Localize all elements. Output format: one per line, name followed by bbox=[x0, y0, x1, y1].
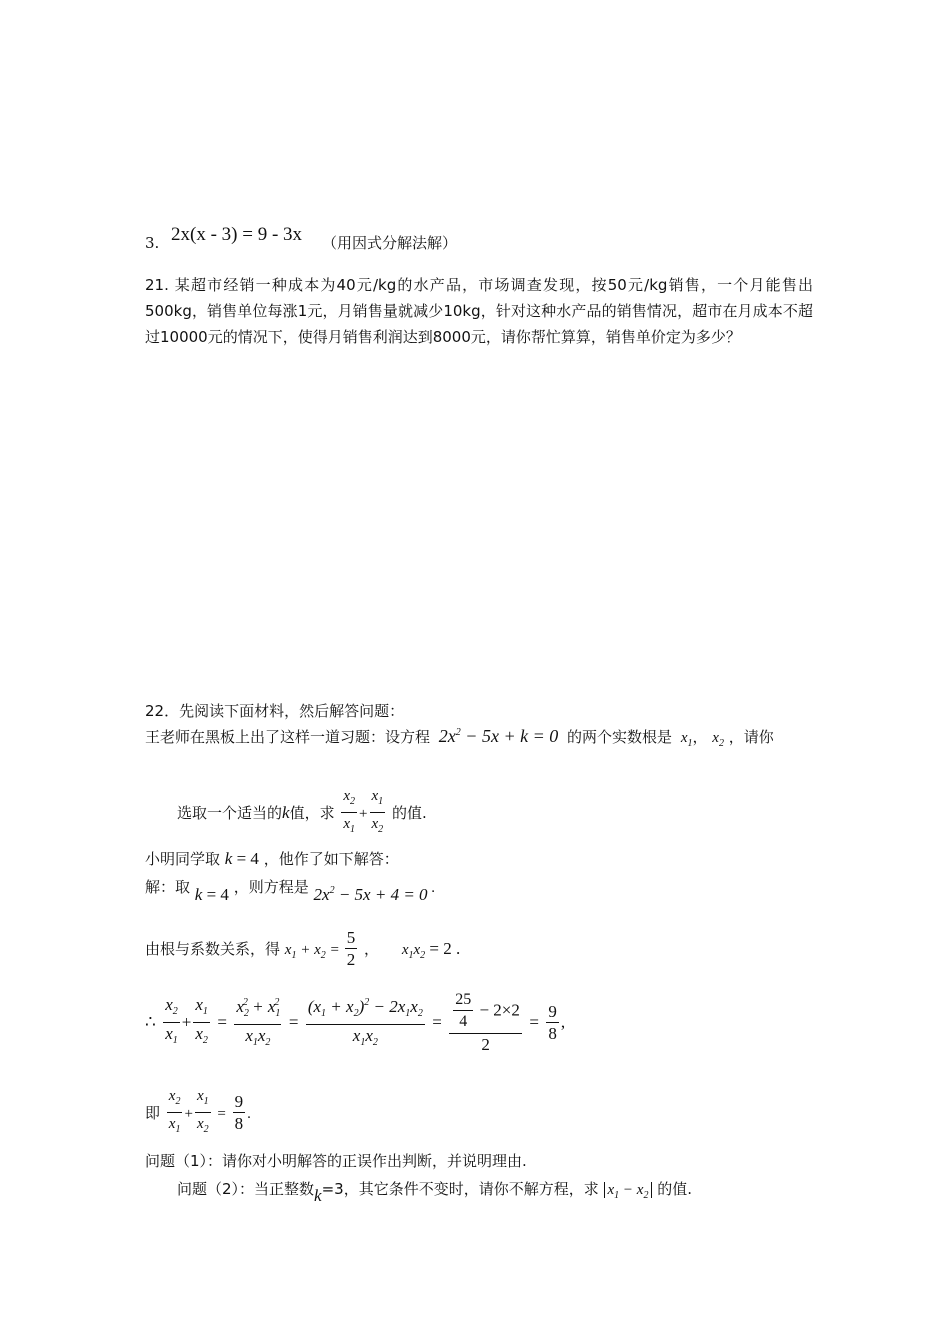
q22-sol-b: ，则方程是 bbox=[233, 878, 309, 896]
q22-choose-b: 值，求 bbox=[289, 804, 335, 822]
p2-c: 的值. bbox=[657, 1180, 693, 1198]
problem-2: 问题（2）：当正整数k=3，其它条件不变时，请你不解方程，求 $x_1 - x_2$ 的值. bbox=[177, 1180, 693, 1205]
q3-number: 3. bbox=[145, 234, 160, 252]
q22-choose-c: 的值. bbox=[391, 804, 427, 822]
q22-intro: 王老师在黑板上出了这样一道习题：设方程 $2x^2 - 5x + k = 0$ 的两个实数根是 $x_1$， $x_2$ ，请你 bbox=[145, 726, 774, 749]
k-eq-4: k bbox=[224, 849, 233, 868]
therefore-sign: ∴ bbox=[145, 1012, 156, 1032]
q22-xiaoming: 小明同学取 k = 4 ，他作了如下解答： bbox=[145, 849, 399, 868]
q21-text: 21. 某超市经销一种成本为40元/kg的水产品，市场调查发现，按50元/kg销售，一个月能售出500kg，销售单位每涨1元，月销售量就减少10kg，针对这种水产品的销售情况，超市在月成本不超过10000元的情况下，使得月销售利润达到8000元，请你帮忙算算，销售单价定为多少？ bbox=[145, 276, 813, 346]
root-x1: $x_1$ bbox=[680, 730, 693, 749]
q22-intro-c: ，请你 bbox=[728, 728, 774, 746]
q22-choose-a: 选取一个适当的 bbox=[177, 804, 283, 822]
q22-ji: 即 $\frac{x_2}{x_1}$ + $\frac{x_1}{x_2}$ = $\frac{9}{8}$ . bbox=[145, 1088, 251, 1135]
q22-choose: 选取一个适当的k值，求 $\frac{x_2}{x_1}$ + $\frac{x_1}{x_2}$ 的值. bbox=[177, 786, 427, 841]
q3-equation: 2x(x - 3) = 9 - 3x bbox=[171, 224, 303, 245]
frac-x2-over-x1: $\frac{x_2}{x_1}$ bbox=[343, 788, 356, 835]
q22-title: 22．先阅读下面材料，然后解答问题： bbox=[145, 702, 405, 720]
q22-xm-a: 小明同学取 bbox=[145, 850, 221, 868]
q22-equation: $2x^2 - 5x + k = 0$ bbox=[438, 726, 559, 746]
problem-1: 问题（1）：请你对小明解答的正误作出判断，并说明理由. bbox=[145, 1152, 527, 1170]
q3-method: （用因式分解法解） bbox=[322, 234, 458, 252]
q22-solution-line: 解：取 k = 4 ，则方程是 $2x^2 - 5x + 4 = 0$ . bbox=[145, 878, 436, 904]
q22-intro-b: 的两个实数根是 bbox=[567, 728, 673, 746]
root-x2: $x_2$ bbox=[712, 730, 724, 749]
q22-equation-k4: $2x^2 - 5x + 4 = 0$ bbox=[313, 885, 428, 904]
p2-a: 问题（2）：当正整数 bbox=[177, 1180, 315, 1198]
q22-intro-a: 王老师在黑板上出了这样一道习题：设方程 bbox=[145, 728, 431, 746]
ji-label: 即 bbox=[145, 1104, 161, 1122]
q22-vieta-a: 由根与系数关系，得 bbox=[145, 940, 281, 958]
q22-vieta: 由根与系数关系，得 $x_1 + x_2$ = $\frac{5}{2}$ ， $x_1x_2 = 2$ . bbox=[145, 928, 461, 969]
q22-derivation: ∴ $\frac{x_2}{x_1}$ + $\frac{x_1}{x_2}$ = $\frac{x_2^2 + x_1^2}{x_1x_2}$ = $\frac{(x_1 + x_2)^2 - 2x_1x_2}{x_1x_2}$ = $\frac{25}{4}$ − 2×2 2 = $\frac{9}{8}$ , bbox=[145, 991, 566, 1054]
frac-5-over-2: $\frac{5}{2}$ bbox=[346, 928, 356, 969]
q22-sol-a: 解：取 bbox=[145, 878, 191, 896]
abs-x1-minus-x2: $x_1 - x_2$ bbox=[604, 1182, 653, 1198]
k-var: k bbox=[282, 803, 290, 822]
p2-b: =3，其它条件不变时，请你不解方程，求 bbox=[321, 1180, 599, 1198]
q22-xm-b: ，他作了如下解答： bbox=[263, 850, 399, 868]
frac-x1-over-x2: $\frac{x_1}{x_2}$ bbox=[371, 788, 384, 835]
